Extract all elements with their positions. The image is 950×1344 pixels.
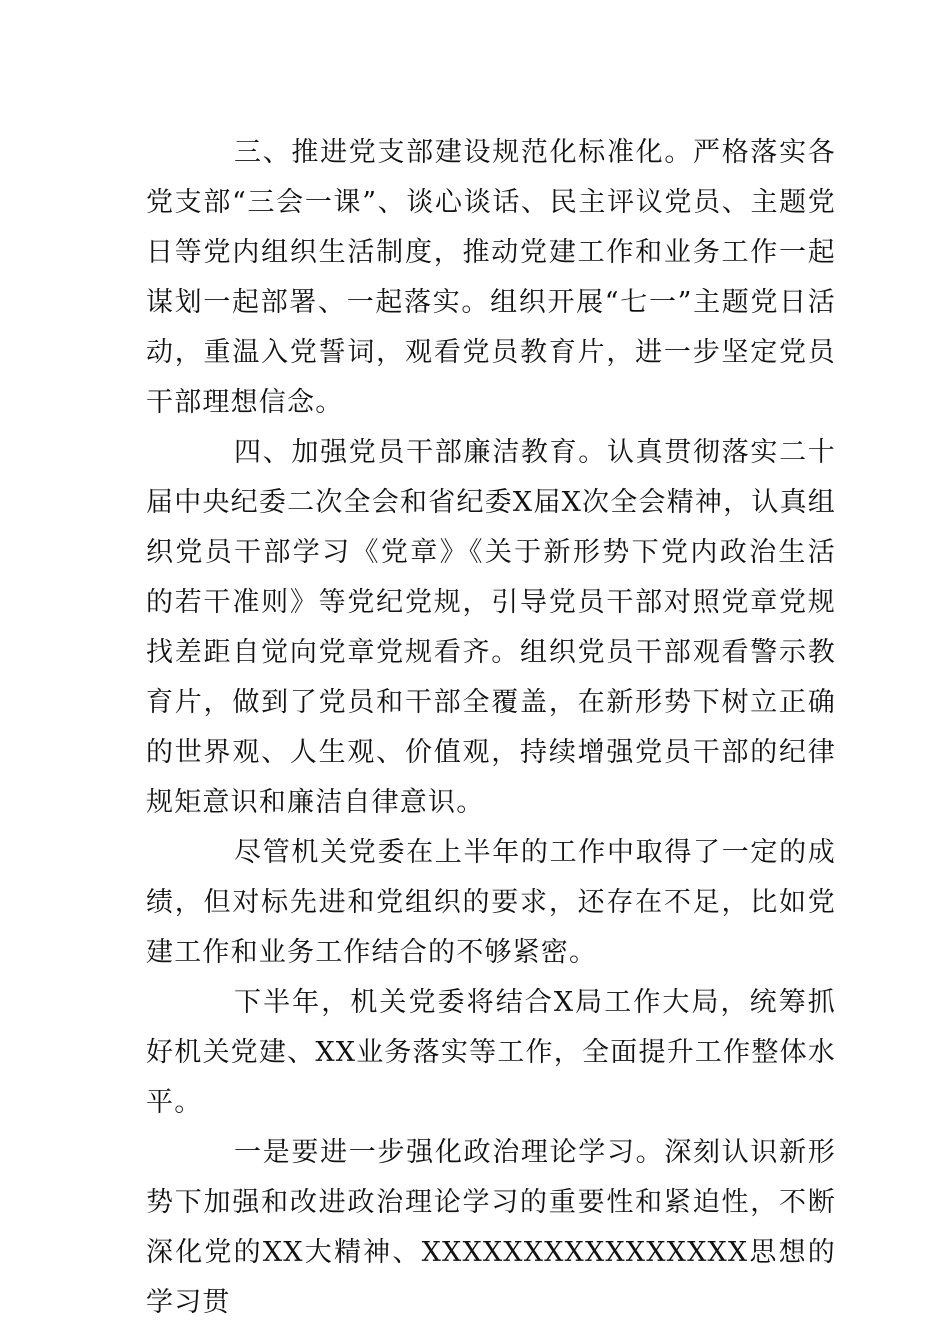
- paragraph-shortcomings: 尽管机关党委在上半年的工作中取得了一定的成绩，但对标先进和党组织的要求，还存在不足，比如党建工作和业务工作结合的不够紧密。: [146, 837, 836, 968]
- paragraph-second-half-plan: 下半年，机关党委将结合X局工作大局，统筹抓好机关党建、XX业务落实等工作，全面提升工作整体水平。: [146, 987, 836, 1118]
- paragraph-branch-standardization: 三、推进党支部建设规范化标准化。严格落实各党支部“三会一课”、谈心谈话、民主评议党员、主题党日等党内组织生活制度，推动党建工作和业务工作一起谋划一起部署、一起落实。组织开展“七一”主题党日活动，重温入党誓词，观看党员教育片，进一步坚定党员干部理想信念。: [146, 137, 836, 418]
- paragraph-theory-study: 一是要进一步强化政治理论学习。深刻认识新形势下加强和改进政治理论学习的重要性和紧迫性，不断深化党的XX大精神、XXXXXXXXXXXXXXXX思想的学习贯: [146, 1137, 836, 1318]
- document-body: [146, 128, 836, 1328]
- paragraph-integrity-education: 四、加强党员干部廉洁教育。认真贯彻落实二十届中央纪委二次全会和省纪委X届X次全会精神，认真组织党员干部学习《党章》《关于新形势下党内政治生活的若干准则》等党纪党规，引导党员干部对照党章党规找差距自觉向党章党规看齐。组织党员干部观看警示教育片，做到了党员和干部全覆盖，在新形势下树立正确的世界观、人生观、价值观，持续增强党员干部的纪律规矩意识和廉洁自律意识。: [146, 437, 836, 818]
